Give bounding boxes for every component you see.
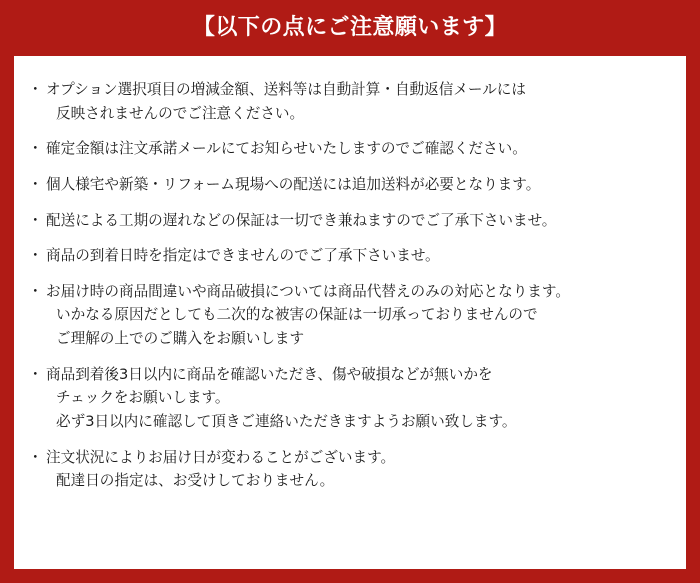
- list-item: [30, 363, 672, 434]
- list-item: [30, 446, 672, 493]
- notice-line: ・ お届け時の商品間違いや商品破損については商品代替えのみの対応となります。: [46, 282, 570, 300]
- notice-line: ・ 注文状況によりお届け日が変わることがございます。: [46, 448, 396, 466]
- notice-line: 必ず3日以内に確認して頂きご連絡いただきますようお願い致します。: [56, 413, 517, 431]
- notice-list: [30, 78, 672, 493]
- notice-line: いかなる原因だとしても二次的な被害の保証は一切承っておりませんので: [56, 306, 538, 324]
- notice-line: 配達日の指定は、お受けしておりません。: [56, 472, 335, 490]
- list-item: [30, 209, 672, 233]
- notice-line: ・ 商品の到着日時を指定はできませんのでご了承下さいませ。: [46, 247, 440, 265]
- notice-line: ご理解の上でのご購入をお願いします: [56, 330, 305, 348]
- notice-line: ・ 商品到着後3日以内に商品を確認いただき、傷や破損などが無いかを: [46, 365, 493, 383]
- list-item: [30, 173, 672, 197]
- notice-body: [14, 56, 686, 569]
- notice-line: ・ 個人様宅や新築・リフォーム現場への配送には追加送料が必要となります。: [46, 175, 541, 193]
- notice-line: ・ 配送による工期の遅れなどの保証は一切でき兼ねますのでご了承下さいませ。: [46, 211, 557, 229]
- list-item: [30, 280, 672, 351]
- notice-title: 【以下の点にご注意願います】: [192, 15, 508, 40]
- notice-line: チェックをお願いします。: [56, 389, 230, 407]
- list-item: [30, 78, 672, 125]
- notice-line: ・ 確定金額は注文承諾メールにてお知らせいたしますのでご確認ください。: [46, 140, 527, 158]
- list-item: [30, 137, 672, 161]
- notice-line: ・ オプション選択項目の増減金額、送料等は自動計算・自動返信メールには: [46, 81, 526, 98]
- notice-line: 反映されませんのでご注意ください。: [56, 104, 305, 122]
- list-item: [30, 244, 672, 268]
